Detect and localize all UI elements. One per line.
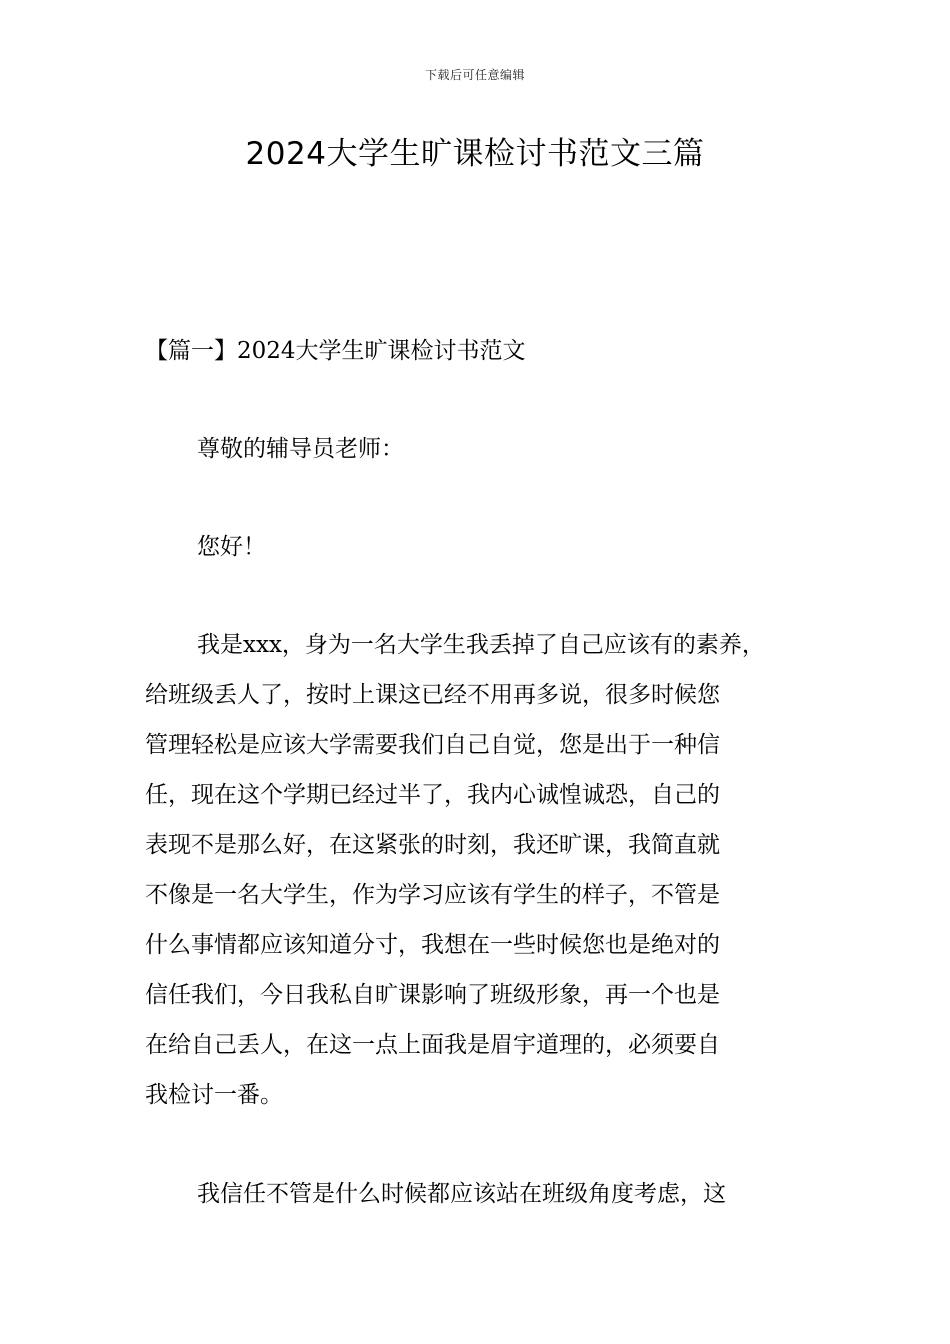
paragraph-line: 我检讨一番。 — [145, 1082, 283, 1108]
paragraph-line: 管理轻松是应该大学需要我们自己自觉，您是出于一种信 — [145, 732, 720, 758]
paragraph-line: 表现不是那么好，在这紧张的时刻，我还旷课，我简直就 — [145, 832, 720, 858]
paragraph-line: 什么事情都应该知道分寸，我想在一些时候您也是绝对的 — [145, 932, 720, 958]
header-note: 下载后可任意编辑 — [424, 68, 525, 82]
paragraph-2 — [145, 1169, 825, 1219]
paragraph-line: 我信任不管是什么时候都应该站在班级角度考虑，这 — [197, 1181, 726, 1207]
paragraph-1 — [145, 620, 825, 1120]
paragraph-line: 任，现在这个学期已经过半了，我内心诚惶诚恐，自己的 — [145, 782, 720, 808]
greeting: 您好！ — [197, 534, 266, 560]
paragraph-line: 我是xxx，身为一名大学生我丢掉了自己应该有的素养， — [197, 632, 765, 658]
paragraph-line: 在给自己丢人，在这一点上面我是眉宇道理的，必须要自 — [145, 1032, 720, 1058]
paragraph-line: 不像是一名大学生，作为学习应该有学生的样子，不管是 — [145, 882, 720, 908]
paragraph-line: 给班级丢人了，按时上课这已经不用再多说，很多时候您 — [145, 682, 720, 708]
section-heading: 【篇一】2024大学生旷课检讨书范文 — [145, 338, 526, 364]
document-title: 2024大学生旷课检讨书范文三篇 — [245, 136, 705, 172]
paragraph-line: 信任我们，今日我私自旷课影响了班级形象，再一个也是 — [145, 982, 720, 1008]
salutation: 尊敬的辅导员老师： — [197, 436, 404, 462]
